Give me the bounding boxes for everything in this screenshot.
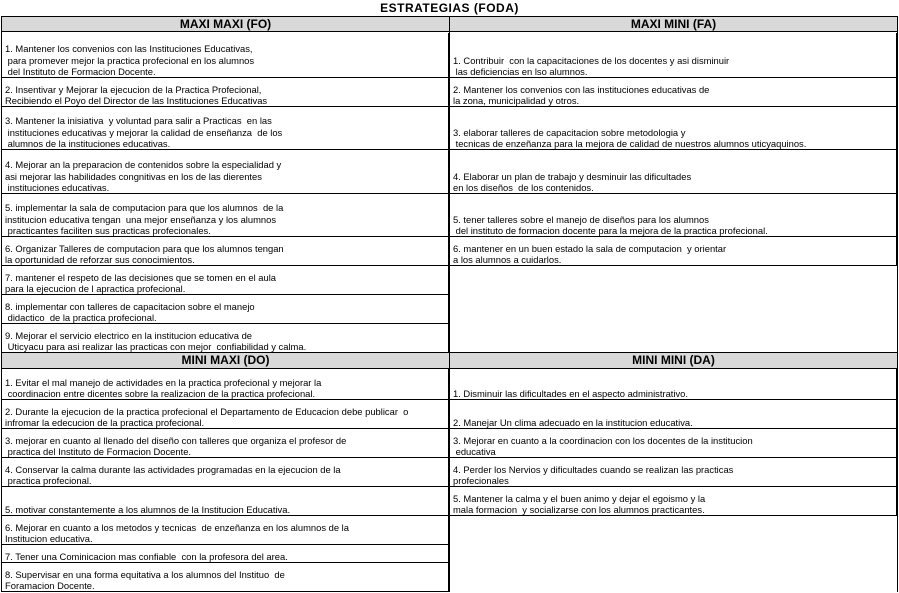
fo-item: 2. Insentivar y Mejorar la ejecucion de la Practica Profecional, Recibiendo el Poyo del Director de las Instituciones Educativas <box>2 78 449 107</box>
header-da: MINI MINI (DA) <box>450 353 897 369</box>
sheet-title: ESTRATEGIAS (FODA) <box>380 1 519 15</box>
fo-item: 4. Mejorar an la preparacion de contenidos sobre la especialidad y asi mejorar las habilidades congnitivas en los de las dierentes instituciones educativas. <box>2 150 449 194</box>
header-do: MINI MAXI (DO) <box>2 353 449 369</box>
fa-item: 1. Contribuir con la capacitaciones de los docentes y asi disminuir las deficiencias en lso alumnos. <box>450 33 897 78</box>
do-item: 7. Tener una Cominicacion mas confiable con la profesora del area. <box>2 545 449 563</box>
do-item: 2. Durante la ejecucion de la practica profecional el Departamento de Educacion debe publicar o infromar la edecucion de la practica profecional. <box>2 400 449 429</box>
fo-item: 6. Organizar Talleres de computacion para que los alumnos tengan la oportunidad de reforzar sus conocimientos. <box>2 237 449 266</box>
do-item: 4. Conservar la calma durante las actividades programadas en la ejecucion de la practica profecional. <box>2 458 449 487</box>
do-item: 3. mejorar en cuanto al llenado del diseño con talleres que organiza el profesor de practica del Instituto de Formacion Docente. <box>2 429 449 458</box>
fo-item: 9. Mejorar el servicio electrico en la institucion educativa de Uticyacu para asi realizar las practicas con mejor confiabilidad y calma. <box>2 324 449 353</box>
do-item: 6. Mejorar en cuanto a los metodos y tecnicas de enzeñanza en los alumnos de la Institucion educativa. <box>2 516 449 545</box>
fo-item: 7. mantener el respeto de las decisiones que se tomen en el aula para la ejecucion de l apractica profecional. <box>2 266 449 295</box>
header-fo: MAXI MAXI (FO) <box>2 17 449 32</box>
fa-item: 2. Mantener los convenios con las instituciones educativas de la zona, municipalidad y otros. <box>450 78 897 107</box>
right-border <box>897 16 898 592</box>
fo-item: 1. Mantener los convenios con las Instituciones Educativas, para promever mejor la practica profecional en los alumnos del Instituto de Formacion Docente. <box>2 33 449 78</box>
fo-item: 3. Mantener la inisiativa y voluntad para salir a Practicas en las instituciones educativas y mejorar la calidad de enseñanza de los alumnos de la instituciones educativas. <box>2 107 449 150</box>
da-item: 1. Disminuir las dificultades en el aspecto administrativo. <box>450 369 897 400</box>
da-item: 2. Manejar Un clima adecuado en la institucion educativa. <box>450 400 897 429</box>
fa-empty-area <box>450 266 897 353</box>
do-item: 5. motivar constantemente a los alumnos de la Institucion Educativa. <box>2 487 449 516</box>
da-item: 3. Mejorar en cuanto a la coordinacion con los docentes de la institucion educativa <box>450 429 897 458</box>
do-item: 8. Supervisar en una forma equitativa a los alumnos del Instituo de Foramacion Docente. <box>2 563 449 592</box>
fo-item: 5. implementar la sala de computacion para que los alumnos de la institucion educativa tengan una mejor enseñanza y los alumnos practicantes faciliten sus practicas profecionales. <box>2 194 449 237</box>
da-item: 5. Mantener la calma y el buen animo y dejar el egoismo y la mala formacion y socializarse con los alumnos practicantes. <box>450 487 897 516</box>
header-fa: MAXI MINI (FA) <box>450 17 897 32</box>
da-item: 4. Perder los Nervios y dificultades cuando se realizan las practicas profecionales <box>450 458 897 487</box>
fa-item: 3. elaborar talleres de capacitacion sobre metodologia y tecnicas de enzeñanza para la mejora de calidad de nuestros alumnos uticyaquinos. <box>450 107 897 150</box>
fo-item: 8. implementar con talleres de capacitacion sobre el manejo didactico de la practica profecional. <box>2 295 449 324</box>
fa-item: 5. tener talleres sobre el manejo de diseños para los alumnos del instituto de formacion docente para la mejora de la practica profecional. <box>450 194 897 237</box>
fa-item: 4. Elaborar un plan de trabajo y desminuir las dificultades en los diseños de los contenidos. <box>450 150 897 194</box>
do-item: 1. Evitar el mal manejo de actividades en la practica profecional y mejorar la coordinacion entre dicentes sobre la realizacion de la practica profecional. <box>2 369 449 400</box>
fa-item: 6. mantener en un buen estado la sala de computacion y orientar a los alumnos a cuidarlos. <box>450 237 897 266</box>
